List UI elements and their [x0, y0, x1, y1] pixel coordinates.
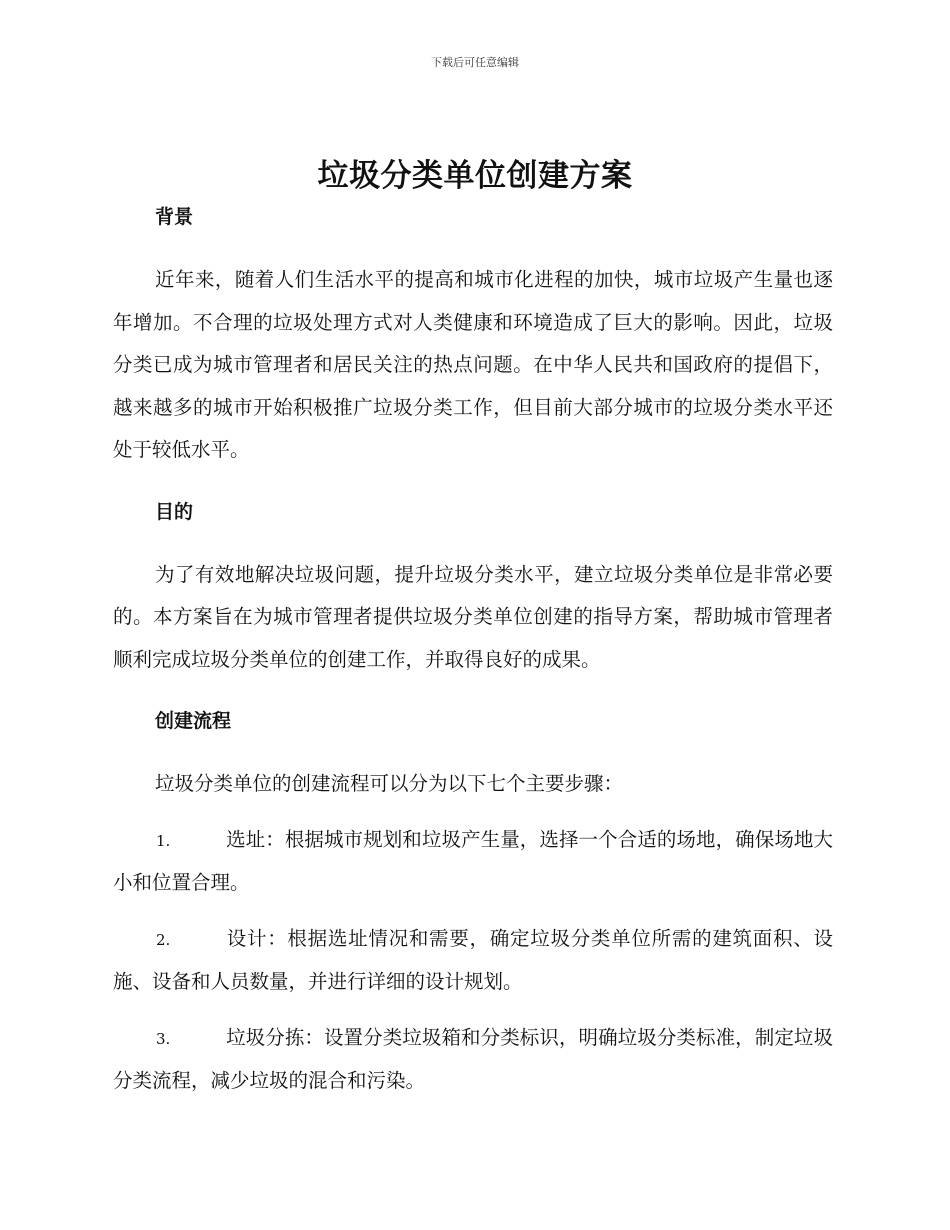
- section-heading-process: 创建流程: [155, 710, 232, 732]
- process-intro: 垃圾分类单位的创建流程可以分为以下七个主要步骤：: [155, 772, 624, 795]
- list-item-text: 垃圾分拣：设置分类垃圾箱和分类标识，明确垃圾分类标准，制定垃圾分类流程，减少垃圾的混合和污染。: [113, 1025, 833, 1092]
- list-item-number: 1.: [156, 831, 171, 850]
- list-item-text: 选址：根据城市规划和垃圾产生量，选择一个合适的场地，确保场地大小和位置合理。: [113, 827, 833, 894]
- list-item: [113, 1017, 833, 1103]
- list-item-text: 设计：根据选址情况和需要，确定垃圾分类单位所需的建筑面积、设施、设备和人员数量，并进行详细的设计规划。: [113, 926, 833, 993]
- page-header-note: 下载后可任意编辑: [431, 56, 519, 69]
- list-item-number: 3.: [156, 1029, 171, 1048]
- list-item: [113, 819, 833, 905]
- background-paragraph: 近年来，随着人们生活水平的提高和城市化进程的加快，城市垃圾产生量也逐年增加。不合理的垃圾处理方式对人类健康和环境造成了巨大的影响。因此，垃圾分类已成为城市管理者和居民关注的热点问题。在中华人民共和国政府的提倡下，越来越多的城市开始积极推广垃圾分类工作，但目前大部分城市的垃圾分类水平还处于较低水平。: [113, 268, 833, 461]
- document-title: 垃圾分类单位创建方案: [317, 158, 633, 194]
- section-heading-purpose: 目的: [155, 500, 194, 523]
- list-item-number: 2.: [156, 930, 171, 949]
- purpose-paragraph: 为了有效地解决垃圾问题，提升垃圾分类水平，建立垃圾分类单位是非常必要的。本方案旨在为城市管理者提供垃圾分类单位创建的指导方案，帮助城市管理者顺利完成垃圾分类单位的创建工作，并取得良好的成果。: [113, 562, 833, 671]
- list-item: [113, 918, 833, 1004]
- document-body: [113, 203, 833, 1103]
- section-heading-background: 背景: [155, 206, 194, 228]
